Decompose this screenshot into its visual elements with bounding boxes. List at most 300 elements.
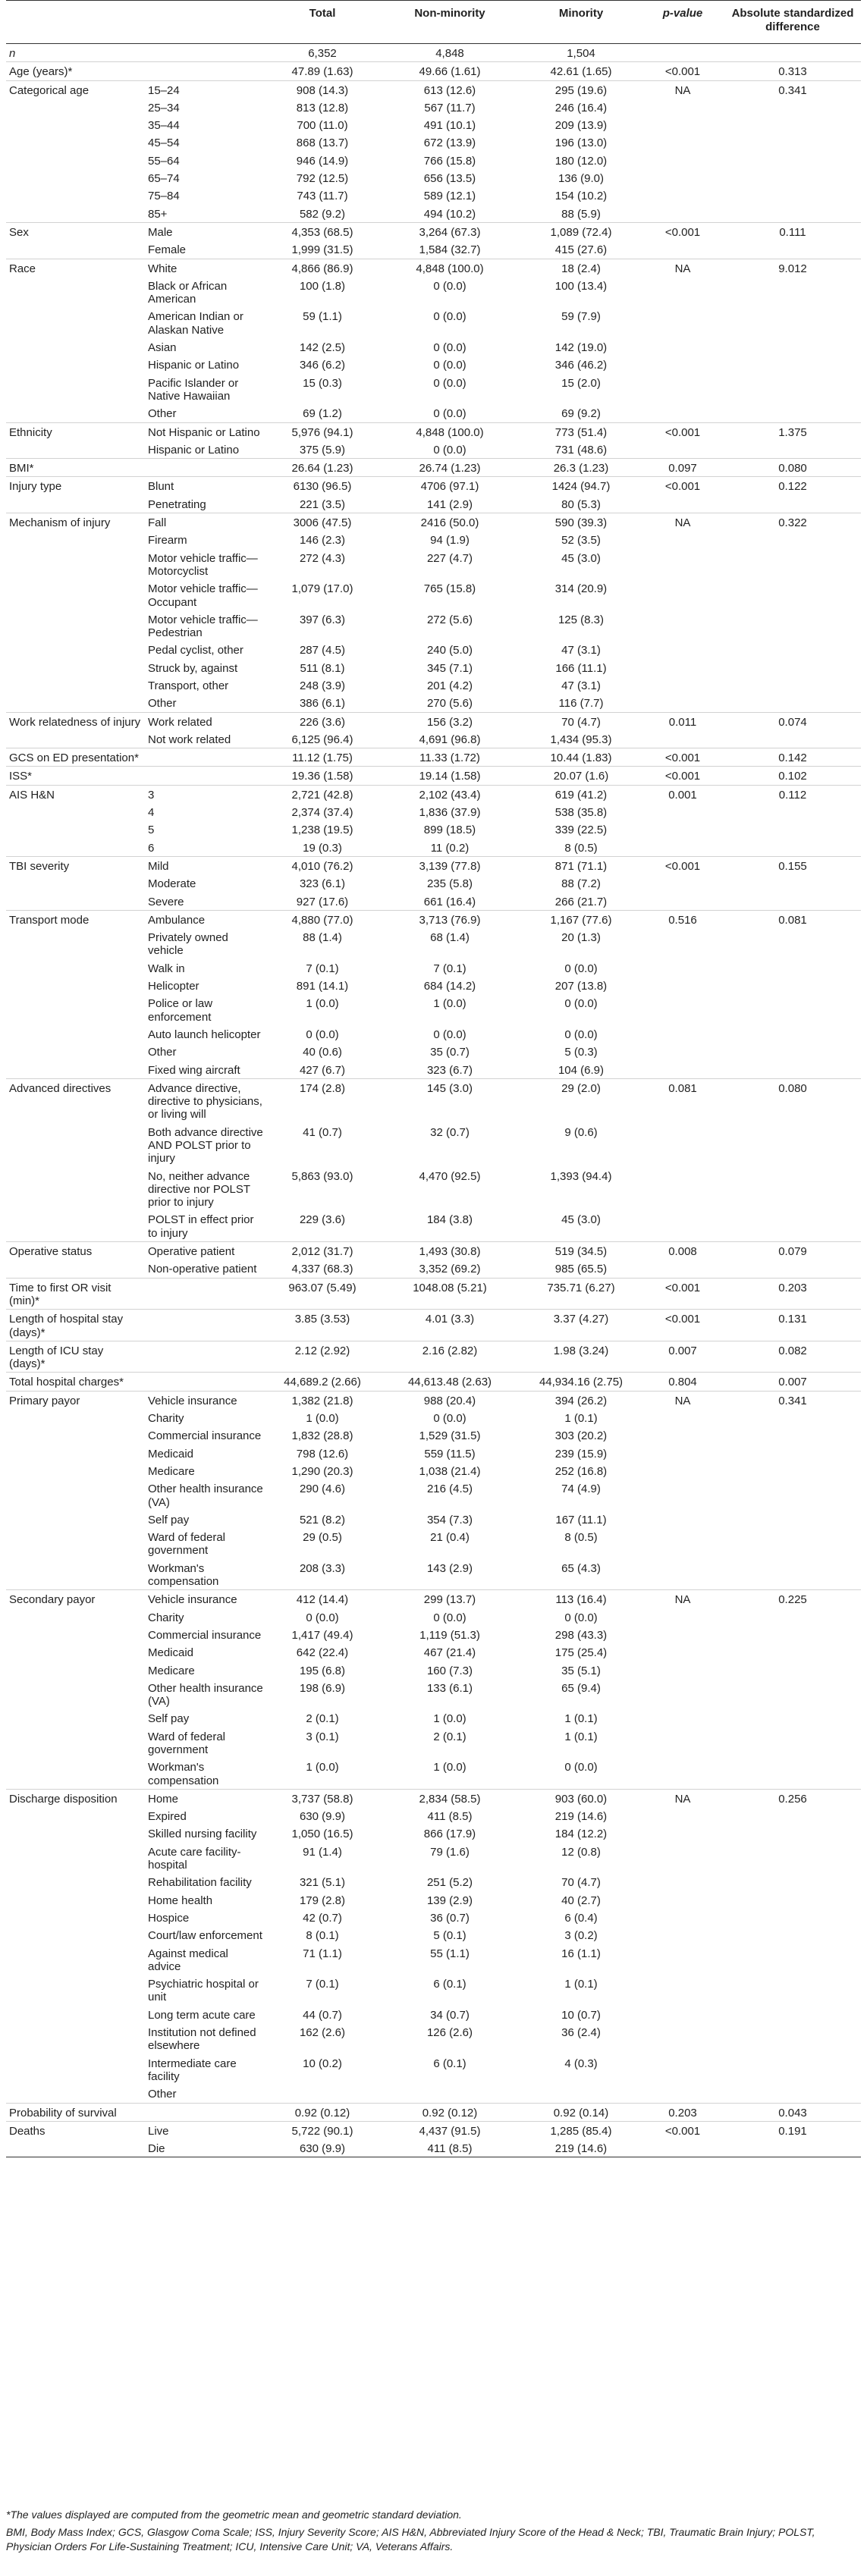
cell-minority: 4 (0.3) xyxy=(564,2057,598,2070)
cell-total: 142 (2.5) xyxy=(299,341,346,355)
cell-category: Struck by, against xyxy=(148,661,238,675)
cell-non-minority: 4,470 (92.5) xyxy=(419,1169,481,1183)
cell-variable xyxy=(6,1559,145,1590)
header-absolute-standardized-difference: Absolute standardized difference xyxy=(724,1,861,44)
table-row xyxy=(6,477,861,495)
cell-abs-std-diff: 0.191 xyxy=(724,2121,861,2139)
cell-p-value xyxy=(641,1559,724,1590)
cell-variable xyxy=(6,1807,145,1825)
cell-variable: Primary payor xyxy=(6,1391,145,1409)
table-row xyxy=(6,404,861,422)
cell-category: Against medical advice xyxy=(148,1947,228,1973)
cell-abs-std-diff xyxy=(724,1926,861,1944)
cell-p-value xyxy=(641,1709,724,1727)
cell-variable xyxy=(6,1975,145,2006)
cell-category: Medicare xyxy=(148,1464,195,1478)
cell-abs-std-diff xyxy=(724,676,861,694)
cell-variable xyxy=(6,441,145,459)
cell-variable xyxy=(6,803,145,820)
cell-variable xyxy=(6,277,145,308)
table-row xyxy=(6,730,861,748)
cell-p-value: 0.203 xyxy=(641,2103,724,2121)
cell-minority: 52 (3.5) xyxy=(561,534,601,548)
cell-abs-std-diff xyxy=(724,1528,861,1559)
cell-non-minority: 559 (11.5) xyxy=(424,1447,476,1461)
cell-p-value xyxy=(641,549,724,580)
cell-non-minority: 1 (0.0) xyxy=(433,997,466,1011)
cell-abs-std-diff xyxy=(724,1891,861,1909)
cell-abs-std-diff: 0.341 xyxy=(724,1391,861,1409)
cell-total: 642 (22.4) xyxy=(296,1646,349,1660)
cell-variable xyxy=(6,1511,145,1528)
cell-abs-std-diff: 0.313 xyxy=(724,62,861,80)
cell-p-value xyxy=(641,839,724,857)
cell-non-minority: 1 (0.0) xyxy=(433,1712,466,1726)
cell-non-minority: 4.01 (3.3) xyxy=(379,1310,521,1341)
cell-variable xyxy=(6,169,145,187)
cell-total: 19 (0.3) xyxy=(303,841,342,855)
table-row xyxy=(6,356,861,373)
cell-p-value xyxy=(641,1409,724,1426)
cell-minority: 903 (60.0) xyxy=(521,1789,641,1807)
cell-total: 6130 (96.5) xyxy=(266,477,379,495)
cell-p-value xyxy=(641,730,724,748)
table-row xyxy=(6,977,861,994)
cell-abs-std-diff xyxy=(724,152,861,169)
cell-category: Medicare xyxy=(148,1664,195,1677)
cell-abs-std-diff xyxy=(724,1167,861,1211)
cell-category: 55–64 xyxy=(148,154,180,168)
cell-abs-std-diff: 0.322 xyxy=(724,513,861,532)
cell-p-value xyxy=(641,441,724,459)
cell-non-minority: 4,848 xyxy=(435,47,464,60)
cell-total: 4,010 (76.2) xyxy=(266,856,379,874)
cell-non-minority: 0 (0.0) xyxy=(433,1611,466,1624)
table-row xyxy=(6,459,861,477)
cell-total: 0.92 (0.12) xyxy=(266,2103,379,2121)
cell-non-minority: 4,691 (96.8) xyxy=(419,733,481,746)
cell-total: 226 (3.6) xyxy=(266,712,379,730)
cell-abs-std-diff xyxy=(724,803,861,820)
cell-category: Severe xyxy=(148,895,184,908)
cell-total: 162 (2.6) xyxy=(299,2026,346,2040)
cell-variable xyxy=(6,1873,145,1890)
cell-variable xyxy=(6,404,145,422)
cell-category: Penetrating xyxy=(148,497,206,511)
cell-non-minority: 354 (7.3) xyxy=(426,1513,473,1526)
cell-non-minority: 156 (3.2) xyxy=(379,712,521,730)
table-row xyxy=(6,2103,861,2121)
cell-category: Commercial insurance xyxy=(148,1628,262,1642)
cell-minority: 142 (19.0) xyxy=(554,341,608,355)
cell-variable: Sex xyxy=(6,222,145,240)
cell-variable xyxy=(6,1758,145,1789)
cell-non-minority: 1,038 (21.4) xyxy=(419,1464,481,1478)
cell-total: 1,999 (31.5) xyxy=(291,243,353,257)
cell-total: 1,290 (20.3) xyxy=(291,1464,353,1478)
cell-category xyxy=(145,1373,266,1391)
cell-abs-std-diff xyxy=(724,1626,861,1643)
table-row xyxy=(6,1426,861,1444)
cell-p-value xyxy=(641,2023,724,2054)
cell-variable xyxy=(6,307,145,338)
cell-variable xyxy=(6,959,145,977)
cell-minority: 69 (9.2) xyxy=(561,407,601,421)
cell-abs-std-diff: 1.375 xyxy=(724,422,861,441)
cell-variable xyxy=(6,659,145,676)
cell-p-value: <0.001 xyxy=(641,477,724,495)
cell-total: 71 (1.1) xyxy=(303,1947,342,1960)
cell-minority: 590 (39.3) xyxy=(521,513,641,532)
table-row xyxy=(6,1242,861,1260)
table-row xyxy=(6,1709,861,1727)
cell-total: 44 (0.7) xyxy=(303,2008,342,2022)
cell-p-value xyxy=(641,1944,724,1975)
cell-minority: 65 (4.3) xyxy=(561,1561,601,1575)
cell-p-value xyxy=(641,874,724,892)
cell-minority: 0 (0.0) xyxy=(564,1028,598,1041)
cell-category: Other health insurance (VA) xyxy=(148,1681,263,1708)
cell-non-minority: 613 (12.6) xyxy=(379,80,521,99)
cell-category: Charity xyxy=(148,1611,184,1624)
cell-total: 7 (0.1) xyxy=(306,1978,339,1991)
table-row xyxy=(6,1590,861,1608)
cell-non-minority: 2,834 (58.5) xyxy=(379,1789,521,1807)
cell-abs-std-diff: 9.012 xyxy=(724,259,861,277)
cell-category: Police or law enforcement xyxy=(148,997,213,1024)
cell-abs-std-diff xyxy=(724,1409,861,1426)
header-category xyxy=(145,1,266,44)
table-row xyxy=(6,1167,861,1211)
cell-abs-std-diff: 0.007 xyxy=(724,1373,861,1391)
table-row xyxy=(6,659,861,676)
cell-non-minority: 6 (0.1) xyxy=(433,1978,466,1991)
cell-p-value xyxy=(641,44,724,62)
cell-p-value xyxy=(641,99,724,116)
cell-category: Medicaid xyxy=(148,1447,194,1461)
table-row xyxy=(6,1341,861,1373)
cell-p-value xyxy=(641,1758,724,1789)
table-row xyxy=(6,1661,861,1679)
cell-variable: Age (years)* xyxy=(6,62,145,80)
cell-p-value xyxy=(641,1511,724,1528)
cell-minority: 266 (21.7) xyxy=(554,895,608,908)
cell-abs-std-diff xyxy=(724,240,861,259)
cell-abs-std-diff xyxy=(724,1260,861,1278)
cell-minority: 773 (51.4) xyxy=(521,422,641,441)
cell-category: Medicaid xyxy=(148,1646,194,1660)
cell-variable xyxy=(6,1260,145,1278)
cell-total: 290 (4.6) xyxy=(299,1483,346,1496)
cell-category: Intermediate care facility xyxy=(148,2057,237,2083)
cell-p-value xyxy=(641,356,724,373)
cell-minority: 1.98 (3.24) xyxy=(521,1341,641,1373)
cell-category: Work related xyxy=(145,712,266,730)
cell-total: 323 (6.1) xyxy=(299,877,346,891)
cell-category: Asian xyxy=(148,341,177,355)
cell-minority: 6 (0.4) xyxy=(564,1911,598,1925)
cell-total: 1,417 (49.4) xyxy=(291,1628,353,1642)
table-row xyxy=(6,579,861,610)
cell-p-value: NA xyxy=(641,259,724,277)
cell-category: Self pay xyxy=(148,1513,190,1526)
cell-p-value: NA xyxy=(641,513,724,532)
cell-minority: 0 (0.0) xyxy=(564,1761,598,1774)
cell-abs-std-diff xyxy=(724,441,861,459)
table-row xyxy=(6,994,861,1025)
cell-minority: 36 (2.4) xyxy=(561,2026,601,2040)
table-row xyxy=(6,1626,861,1643)
cell-total: 346 (6.2) xyxy=(299,359,346,372)
cell-variable: ISS* xyxy=(6,767,145,785)
cell-p-value xyxy=(641,133,724,151)
table-row xyxy=(6,893,861,911)
cell-variable xyxy=(6,2139,145,2157)
cell-abs-std-diff xyxy=(724,531,861,548)
cell-total: 3006 (47.5) xyxy=(266,513,379,532)
cell-minority: 252 (16.8) xyxy=(554,1464,608,1478)
table-row xyxy=(6,694,861,712)
cell-category: Skilled nursing facility xyxy=(148,1828,257,1841)
cell-non-minority: 133 (6.1) xyxy=(426,1681,473,1695)
cell-variable: AIS H&N xyxy=(6,785,145,803)
cell-non-minority: 2 (0.1) xyxy=(433,1730,466,1743)
cell-p-value xyxy=(641,1643,724,1661)
cell-abs-std-diff xyxy=(724,641,861,658)
cell-category: Psychiatric hospital or unit xyxy=(148,1978,259,2004)
cell-minority: 80 (5.3) xyxy=(561,497,601,511)
cell-non-minority: 3,713 (76.9) xyxy=(379,910,521,928)
cell-p-value xyxy=(641,338,724,356)
cell-minority: 207 (13.8) xyxy=(554,980,608,993)
cell-minority: 70 (4.7) xyxy=(561,1876,601,1890)
cell-variable xyxy=(6,1661,145,1679)
cell-total: 4,337 (68.3) xyxy=(291,1263,353,1276)
cell-p-value: 0.516 xyxy=(641,910,724,928)
cell-abs-std-diff xyxy=(724,169,861,187)
cell-minority: 295 (19.6) xyxy=(521,80,641,99)
cell-variable xyxy=(6,874,145,892)
cell-minority: 26.3 (1.23) xyxy=(521,459,641,477)
cell-p-value: <0.001 xyxy=(641,856,724,874)
table-row xyxy=(6,1078,861,1122)
cell-abs-std-diff: 0.079 xyxy=(724,1242,861,1260)
footnote-geometric-mean xyxy=(6,2508,861,2522)
cell-variable xyxy=(6,338,145,356)
header-non-minority: Non-minority xyxy=(379,1,521,44)
cell-minority: 1,434 (95.3) xyxy=(550,733,612,746)
cell-variable xyxy=(6,1462,145,1479)
cell-total: 29 (0.5) xyxy=(303,1531,342,1545)
cell-non-minority: 656 (13.5) xyxy=(423,172,476,186)
cell-p-value: 0.008 xyxy=(641,1242,724,1260)
cell-variable xyxy=(6,1528,145,1559)
table-row xyxy=(6,133,861,151)
table-row xyxy=(6,2085,861,2103)
table-row xyxy=(6,259,861,277)
table-row xyxy=(6,1843,861,1874)
cell-p-value: <0.001 xyxy=(641,767,724,785)
cell-non-minority: 299 (13.7) xyxy=(379,1590,521,1608)
cell-non-minority: 0 (0.0) xyxy=(433,407,466,421)
cell-variable: Categorical age xyxy=(6,80,145,99)
cell-variable xyxy=(6,994,145,1025)
cell-abs-std-diff xyxy=(724,549,861,580)
cell-non-minority: 2.16 (2.82) xyxy=(379,1341,521,1373)
table-row xyxy=(6,422,861,441)
cell-category: Hispanic or Latino xyxy=(148,443,240,457)
cell-p-value xyxy=(641,803,724,820)
cell-category: Commercial insurance xyxy=(148,1429,262,1443)
cell-non-minority: 7 (0.1) xyxy=(433,962,466,975)
cell-category: Long term acute care xyxy=(148,2008,256,2022)
cell-variable xyxy=(6,2006,145,2023)
table-row xyxy=(6,1944,861,1975)
cell-variable xyxy=(6,1843,145,1874)
cell-non-minority: 1,529 (31.5) xyxy=(419,1429,481,1443)
cell-variable xyxy=(6,1426,145,1444)
cell-minority: 246 (16.4) xyxy=(554,101,608,115)
cell-p-value xyxy=(641,1727,724,1759)
cell-abs-std-diff xyxy=(724,338,861,356)
cell-p-value xyxy=(641,1661,724,1679)
cell-total: 208 (3.3) xyxy=(299,1561,346,1575)
cell-total: 946 (14.9) xyxy=(296,154,349,168)
cell-non-minority: 68 (1.4) xyxy=(430,931,470,945)
cell-non-minority: 145 (3.0) xyxy=(379,1078,521,1122)
cell-non-minority: 899 (18.5) xyxy=(423,824,476,837)
cell-variable xyxy=(6,2023,145,2054)
cell-total: 2 (0.1) xyxy=(306,1712,339,1726)
cell-minority: 1,285 (85.4) xyxy=(521,2121,641,2139)
table-row xyxy=(6,1873,861,1890)
cell-p-value xyxy=(641,152,724,169)
cell-variable xyxy=(6,1025,145,1043)
cell-non-minority: 49.66 (1.61) xyxy=(379,62,521,80)
cell-minority: 298 (43.3) xyxy=(554,1628,608,1642)
cell-abs-std-diff xyxy=(724,1210,861,1241)
cell-variable xyxy=(6,928,145,959)
cell-category: Mild xyxy=(145,856,266,874)
cell-category xyxy=(145,1310,266,1341)
cell-minority: 415 (27.6) xyxy=(554,243,608,257)
cell-variable xyxy=(6,2054,145,2085)
cell-abs-std-diff xyxy=(724,1825,861,1842)
cell-non-minority: 139 (2.9) xyxy=(426,1894,473,1907)
cell-p-value xyxy=(641,240,724,259)
cell-minority: 619 (41.2) xyxy=(521,785,641,803)
cell-variable: Probability of survival xyxy=(6,2103,145,2121)
cell-non-minority xyxy=(379,2085,521,2103)
cell-total: 700 (11.0) xyxy=(297,119,348,133)
cell-abs-std-diff xyxy=(724,1807,861,1825)
cell-category: Other xyxy=(148,1046,177,1059)
cell-minority: 70 (4.7) xyxy=(521,712,641,730)
cell-non-minority: 0.92 (0.12) xyxy=(379,2103,521,2121)
cell-category: Other xyxy=(148,697,177,711)
cell-variable xyxy=(6,1909,145,1926)
cell-minority: 104 (6.9) xyxy=(558,1063,605,1077)
cell-category: Fixed wing aircraft xyxy=(148,1063,240,1077)
cell-variable: Total hospital charges* xyxy=(6,1373,145,1391)
cell-minority: 1 (0.1) xyxy=(564,1730,598,1743)
cell-minority: 184 (12.2) xyxy=(554,1828,608,1841)
table-row xyxy=(6,116,861,133)
cell-variable xyxy=(6,1608,145,1626)
cell-p-value xyxy=(641,659,724,676)
cell-non-minority: 216 (4.5) xyxy=(426,1483,473,1496)
cell-abs-std-diff xyxy=(724,959,861,977)
cell-category: No, neither advance directive nor POLST prior to injury xyxy=(148,1169,250,1210)
cell-category: Fall xyxy=(145,513,266,532)
cell-variable xyxy=(6,187,145,204)
cell-p-value xyxy=(641,404,724,422)
cell-abs-std-diff: 0.225 xyxy=(724,1590,861,1608)
cell-variable xyxy=(6,495,145,513)
cell-abs-std-diff xyxy=(724,205,861,223)
table-row xyxy=(6,1462,861,1479)
cell-p-value xyxy=(641,374,724,405)
cell-category: Female xyxy=(148,243,187,257)
cell-abs-std-diff xyxy=(724,1025,861,1043)
cell-total: 0 (0.0) xyxy=(306,1611,339,1624)
cell-non-minority: 494 (10.2) xyxy=(423,207,476,221)
cell-p-value: NA xyxy=(641,1590,724,1608)
table-row xyxy=(6,513,861,532)
cell-minority: 47 (3.1) xyxy=(561,679,601,692)
cell-minority: 0.92 (0.14) xyxy=(521,2103,641,2121)
cell-p-value: <0.001 xyxy=(641,2121,724,2139)
cell-category: 15–24 xyxy=(145,80,266,99)
cell-minority: 239 (15.9) xyxy=(554,1447,608,1461)
cell-p-value xyxy=(641,893,724,911)
table-row xyxy=(6,1511,861,1528)
cell-minority xyxy=(521,2085,641,2103)
cell-total: 375 (5.9) xyxy=(299,443,346,457)
cell-p-value: 0.097 xyxy=(641,459,724,477)
cell-total: 3,737 (58.8) xyxy=(266,1789,379,1807)
cell-category: Helicopter xyxy=(148,980,199,993)
cell-p-value xyxy=(641,1210,724,1241)
cell-minority: 0 (0.0) xyxy=(564,1611,598,1624)
cell-minority: 10.44 (1.83) xyxy=(521,748,641,767)
cell-variable: n xyxy=(9,47,16,60)
cell-p-value: <0.001 xyxy=(641,422,724,441)
cell-p-value xyxy=(641,676,724,694)
cell-non-minority: 0 (0.0) xyxy=(433,1412,466,1426)
cell-abs-std-diff: 0.256 xyxy=(724,1789,861,1807)
cell-variable xyxy=(6,1709,145,1727)
cell-category: Ward of federal government xyxy=(148,1730,225,1756)
table-row xyxy=(6,99,861,116)
cell-abs-std-diff: 0.074 xyxy=(724,712,861,730)
cell-total: 0 (0.0) xyxy=(306,1028,339,1041)
cell-minority: 1,504 xyxy=(567,47,595,60)
cell-total: 582 (9.2) xyxy=(299,207,346,221)
cell-abs-std-diff xyxy=(724,579,861,610)
table-row xyxy=(6,152,861,169)
cell-minority: 0 (0.0) xyxy=(564,997,598,1011)
cell-variable: Advanced directives xyxy=(6,1078,145,1122)
cell-non-minority: 589 (12.1) xyxy=(423,190,476,203)
cell-non-minority: 411 (8.5) xyxy=(379,2139,521,2157)
cell-minority: 136 (9.0) xyxy=(558,172,605,186)
cell-abs-std-diff: 0.080 xyxy=(724,1078,861,1122)
table-row xyxy=(6,1210,861,1241)
table-row xyxy=(6,307,861,338)
cell-p-value xyxy=(641,495,724,513)
cell-category: Ambulance xyxy=(145,910,266,928)
